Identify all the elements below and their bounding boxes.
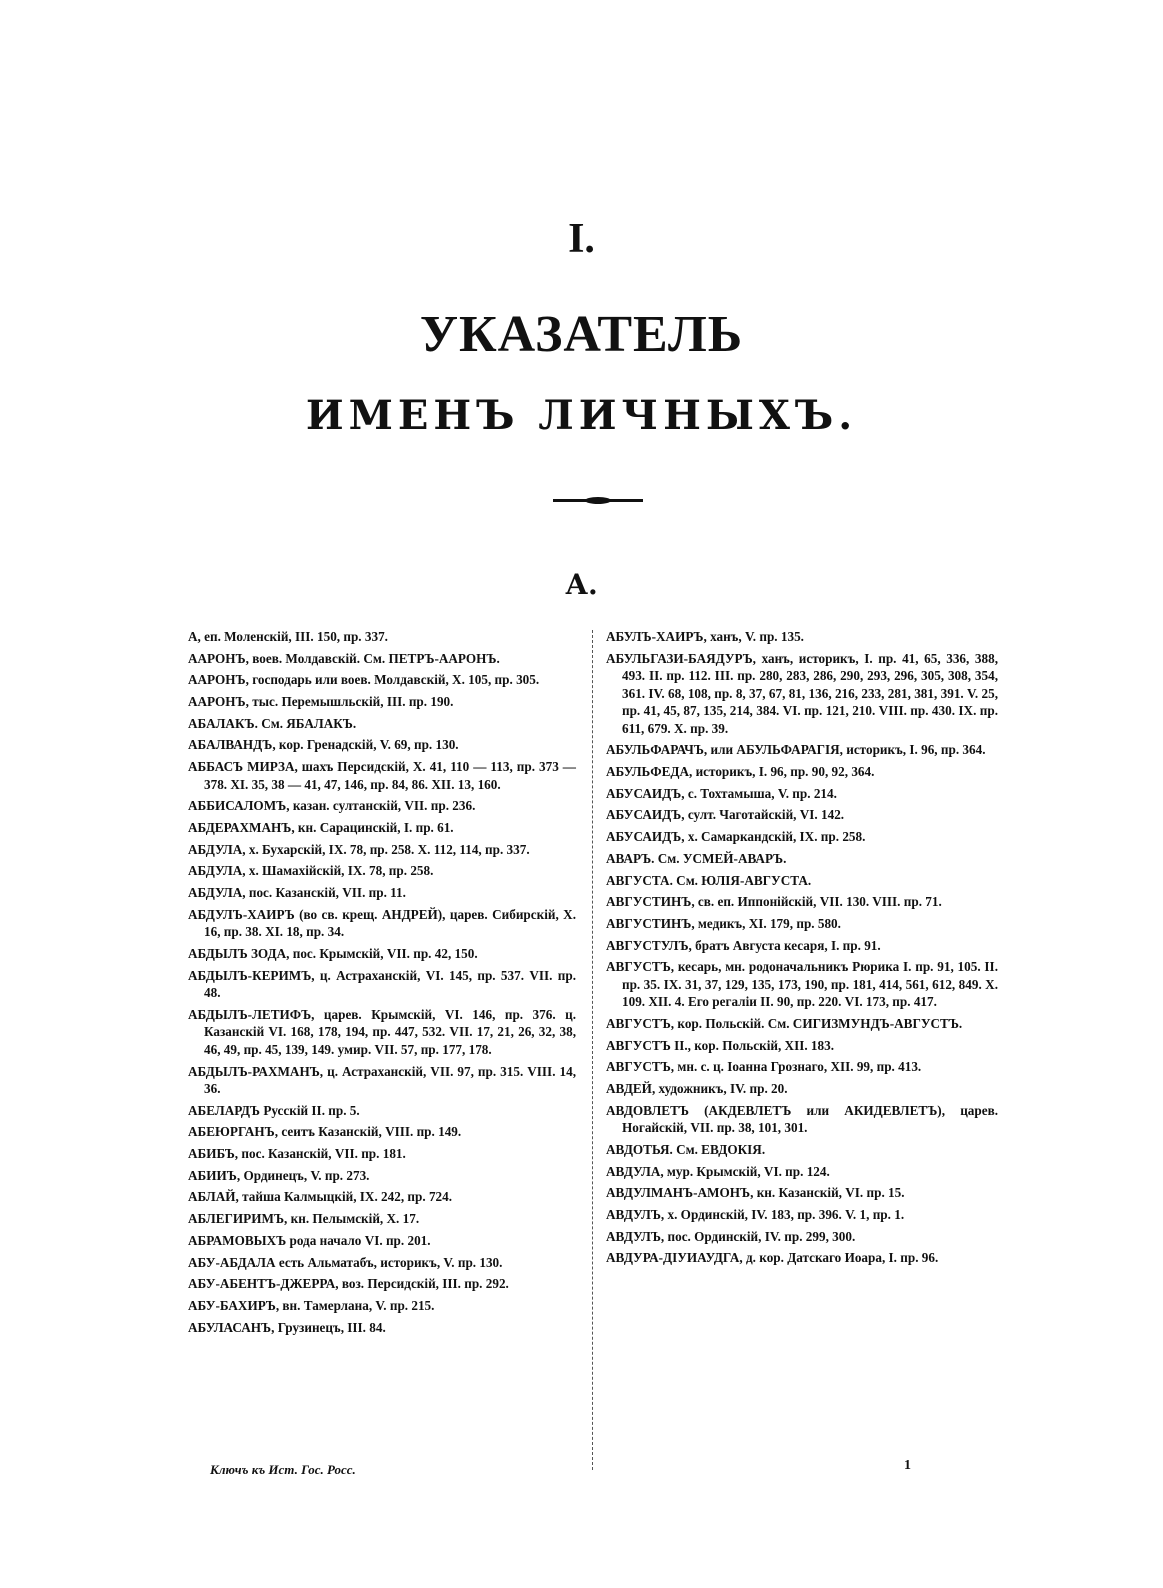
index-entry: АБДЫЛЪ-РАХМАНЪ, ц. Астраханскій, VII. 97, пр. 315. VIII. 14, 36. [188, 1063, 576, 1096]
page-subtitle: ИМЕНЪ ЛИЧНЫХЪ. [305, 392, 858, 439]
index-entry: АБУЛЪ-ХАИРЪ, ханъ, V. пр. 135. [606, 629, 804, 644]
footer-signature: Ключъ къ Ист. Гос. Росс. [210, 1462, 356, 1477]
index-entry: АБУ-АБЕНТЪ-ДЖЕРРА, воз. Персидскій, III. пр. 292. [188, 1276, 509, 1292]
index-entry: АБЛЕГИРИМЪ, кн. Пелымскій, Х. 17. [188, 1211, 420, 1227]
column-divider [592, 630, 594, 1470]
index-entry: АВГУСТЪ, кесарь, мн. родоначальникъ Рюрика I. пр. 91, 105. II. пр. 35. IX. 31, 37, 129, 135, 173, 190, пр. 181, 414, 561, 612, 849. Х. 109. XII. 4. Его регаліи II. 90, пр. 220. VI. 173, пр. 417. [606, 959, 998, 1010]
index-entry: ААРОНЪ, тыс. Перемышльскій, III. пр. 190. [188, 694, 454, 710]
index-entry: АВАРЪ. См. УСМЕЙ-АВАРЪ. [606, 850, 787, 866]
index-entry: АВГУСТУЛЪ, братъ Августа кесаря, I. пр. 91. [606, 937, 881, 953]
index-entry: ААРОНЪ, господарь или воев. Молдавскій, Х. 105, пр. 305. [188, 672, 540, 688]
index-entry: ААРОНЪ, воев. Молдавскій. См. ПЕТРЪ-ААРОНЪ. [188, 650, 500, 666]
index-entry: АВГУСТЪ, мн. с. ц. Іоанна Грознаго, XII. 99, пр. 413. [606, 1059, 922, 1075]
index-entry: АБУЛЬГАЗИ-БАЯДУРЪ, ханъ, историкъ, I. пр. 41, 65, 336, 388, 493. II. пр. 112. III. пр. 280, 283, 286, 290, 293, 296, 305, 308, 354, 361. IV. 68, 108, пр. 8, 37, 67, 81, 136, 216, 233, 281, 381, 391. V. 25, пр. 41, 45, 87, 135, 214, 384. VI. пр. 121, 210. VIII. пр. 430. IX. пр. 611, 679. Х. пр. 39. [606, 650, 998, 736]
index-entry: АВДОТЬЯ. См. ЕВДОКІЯ. [606, 1141, 766, 1157]
index-entry: АБУ-БАХИРЪ, вн. Тамерлана, V. пр. 215. [188, 1297, 435, 1313]
index-entry: АБДЫЛЪ ЗОДА, пос. Крымскій, VII. пр. 42, 150. [188, 945, 478, 961]
index-entry: АБЕЮРГАНЪ, сеитъ Казанскій, VIII. пр. 149. [188, 1124, 462, 1140]
index-entry: АБАЛВАНДЪ, кор. Гренадскій, V. 69, пр. 130. [188, 737, 459, 753]
index-entry: АБЛАЙ, тайша Калмыцкій, IX. 242, пр. 724. [188, 1189, 453, 1205]
page-title: УКАЗАТЕЛЬ [419, 306, 744, 363]
index-entry: АБИБЪ, пос. Казанскій, VII. пр. 181. [188, 1146, 406, 1162]
index-entry: АБУ-АБДАЛА есть Альматабъ, историкъ, V. пр. 130. [188, 1254, 503, 1270]
index-entry: АВГУСТИНЪ, св. еп. Иппонійскій, VII. 130. VIII. пр. 71. [606, 894, 942, 910]
index-entry: АББИСАЛОМЪ, казан. султанскій, VII. пр. 236. [188, 798, 476, 814]
index-entry: АБУЛАСАНЪ, Грузинецъ, III. 84. [188, 1319, 386, 1335]
ornament-rule-center [585, 497, 611, 504]
index-entry: АВДУЛЪ, пос. Ординскій, IV. пр. 299, 300. [606, 1228, 856, 1244]
section-number: I. [568, 216, 595, 262]
index-entry: АВДЕЙ, художникъ, IV. пр. 20. [606, 1081, 788, 1096]
index-entry: АБУЛЬФЕДА, историкъ, I. 96, пр. 90, 92, 364. [606, 764, 875, 780]
letter-heading: А. [565, 568, 598, 601]
index-entry: АВДУРА-ДІУИАУДГА, д. кор. Датскаго Иоара, I. пр. 96. [606, 1250, 939, 1266]
right-column [606, 628, 998, 1271]
index-entry: АБДУЛА, х. Бухарскій, IX. 78, пр. 258. Х. 112, 114, пр. 337. [188, 841, 530, 857]
page-number: 1 [904, 1458, 911, 1473]
index-entry: АБРАМОВЫХЪ рода начало VI. пр. 201. [188, 1232, 431, 1248]
index-entry: А, еп. Моленскій, III. 150, пр. 337. [188, 629, 388, 644]
index-entry: АБДУЛЪ-ХАИРЪ (во св. крещ. АНДРЕЙ), царев. Сибирскій, Х. 16, пр. 38. XI. 18, пр. 34. [188, 906, 576, 940]
index-entry: АВГУСТЪ, кор. Польскій. См. СИГИЗМУНДЪ-АВГУСТЪ. [606, 1015, 963, 1031]
index-entry: АВГУСТА. См. ЮЛІЯ-АВГУСТА. [606, 872, 812, 888]
index-entry: АБУЛЬФАРАЧЪ, или АБУЛЬФАРАГІЯ, историкъ, I. 96, пр. 364. [606, 742, 986, 758]
index-entry: АБИИЪ, Ординецъ, V. пр. 273. [188, 1167, 370, 1183]
index-entry: АБЕЛАРДЪ Русскій II. пр. 5. [188, 1102, 360, 1118]
index-entry: АБДУЛА, х. Шамахійскій, IX. 78, пр. 258. [188, 863, 434, 879]
index-entry: АВДУЛЪ, х. Ординскій, IV. 183, пр. 396. V. 1, пр. 1. [606, 1206, 905, 1222]
index-entry: АБДЫЛЪ-КЕРИМЪ, ц. Астраханскій, VI. 145, пр. 537. VII. пр. 48. [188, 967, 576, 1001]
index-entry: АБДЫЛЪ-ЛЕТИФЪ, царев. Крымскій, VI. 146, пр. 376. ц. Казанскій VI. 168, 178, 194, пр. 447, 532. VII. 17, 21, 26, 32, 38, 46, 49, пр. 45, 139, 149. умир. VII. 57, пр. 177, 178. [188, 1006, 576, 1057]
index-entry: АВДОВЛЕТЪ (АКДЕВЛЕТЪ или АКИДЕВЛЕТЪ), царев. Ногайскій, VII. пр. 38, 101, 301. [606, 1102, 998, 1136]
left-column [188, 628, 576, 1340]
index-entry: АВГУСТЪ II., кор. Польскій, XII. 183. [606, 1037, 835, 1053]
index-entry: АВДУЛА, мур. Крымскій, VI. пр. 124. [606, 1163, 830, 1179]
index-entry: АВГУСТИНЪ, медикъ, XI. 179, пр. 580. [606, 915, 841, 931]
index-entry: АББАСЪ МИРЗА, шахъ Персидскій, Х. 41, 110 — 113, пр. 373 — 378. XI. 35, 38 — 41, 47, 146, пр. 84, 86. XII. 13, 160. [188, 759, 576, 792]
index-entry: АБУСАИДЪ, с. Тохтамыша, V. пр. 214. [606, 785, 837, 801]
index-entry: АБАЛАКЪ. См. ЯБАЛАКЪ. [188, 715, 357, 731]
index-entry: АБУСАИДЪ, х. Самаркандскій, IX. пр. 258. [606, 829, 866, 845]
index-entry: АБДУЛА, пос. Казанскій, VII. пр. 11. [188, 885, 406, 901]
index-entry: АБУСАИДЪ, султ. Чаготайскій, VI. 142. [606, 807, 845, 823]
index-entry: АВДУЛМАНЪ-АМОНЪ, кн. Казанскій, VI. пр. 15. [606, 1185, 905, 1201]
index-entry: АБДЕРАХМАНЪ, кн. Сарацинскій, I. пр. 61. [188, 820, 454, 835]
